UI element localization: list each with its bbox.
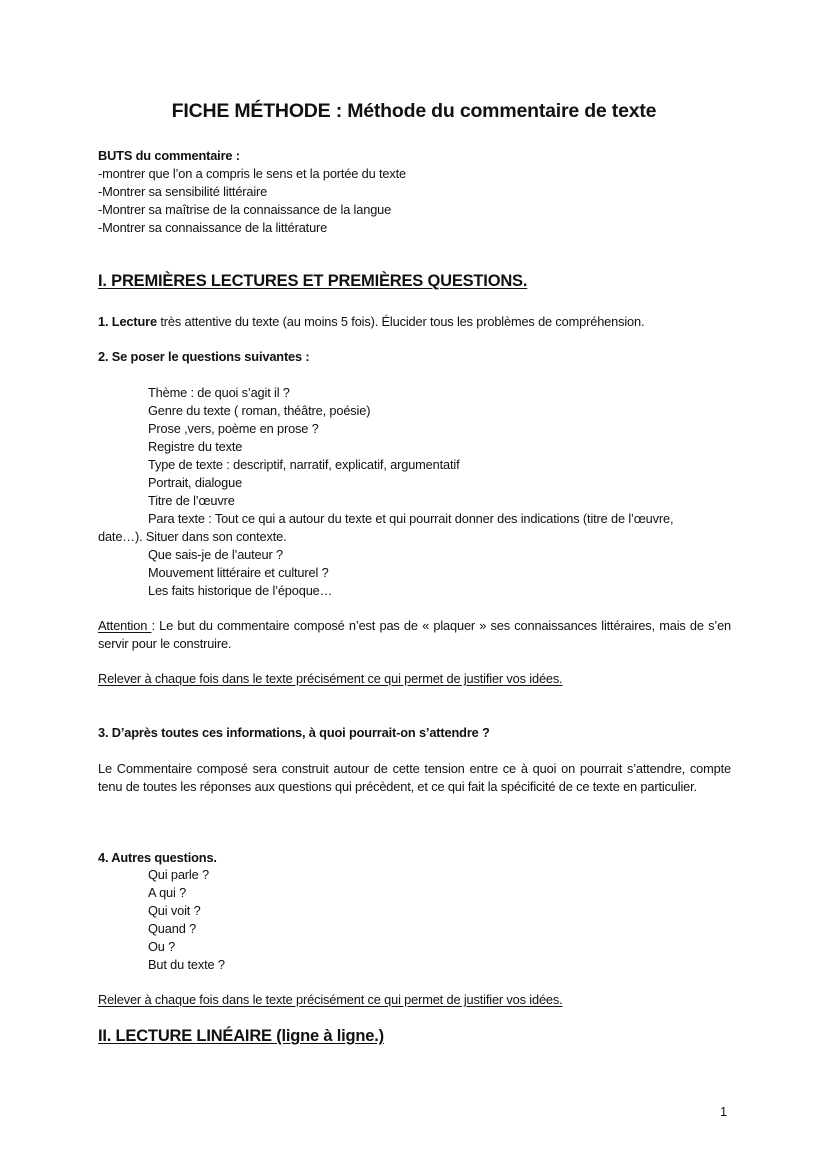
step-3-text: Le Commentaire composé sera construit autour de cette tension entre ce à quoi on pourrait s’attendre, compte tenu de toutes les réponses aux questions qui précèdent, et ce qui fait la spécificité de ce texte en particulier. [98,761,731,794]
buts-item: -Montrer sa sensibilité littéraire [98,184,268,199]
relever-note-1: Relever à chaque fois dans le texte précisément ce qui permet de justifier vos idées. [98,671,563,686]
para-texte-line-1: Para texte : Tout ce qui a autour du texte et qui pourrait donner des indications (titre de l’œuvre, [148,511,674,526]
question-item: Registre du texte [148,439,243,454]
step-3-label: 3. D’après toutes ces informations, à quoi pourrait-on s’attendre ? [98,725,490,740]
page-title: FICHE MÉTHODE : Méthode du commentaire de texte [171,100,657,122]
question-item: Les faits historique de l’époque… [148,583,333,598]
question-item: Type de texte : descriptif, narratif, explicatif, argumentatif [148,457,460,472]
question-item: Ou ? [148,939,176,954]
question-item: Que sais-je de l’auteur ? [148,547,283,562]
buts-list [98,165,406,237]
question-item: Titre de l’œuvre [148,493,235,508]
step-4-questions [148,866,225,974]
step-1-text: très attentive du texte (au moins 5 fois). Élucider tous les problèmes de compréhension. [156,314,645,329]
relever-note-2: Relever à chaque fois dans le texte précisément ce qui permet de justifier vos idées. [98,992,563,1007]
question-item: Mouvement littéraire et culturel ? [148,565,329,580]
step-2-questions [148,384,460,510]
attention-note [98,617,731,653]
attention-label: Attention [98,618,152,633]
buts-heading: BUTS du commentaire : [98,148,240,163]
question-item: Thème : de quoi s’agit il ? [148,385,290,400]
question-item: A qui ? [148,885,187,900]
question-item: Prose ,vers, poème en prose ? [148,421,319,436]
question-item: Genre du texte ( roman, théâtre, poésie) [148,403,371,418]
question-item: Qui parle ? [148,867,209,882]
question-item: Quand ? [148,921,197,936]
para-texte-line-2: date…). Situer dans son contexte. [98,529,287,544]
step-1-label: 1. Lecture [98,314,157,329]
buts-item: -montrer que l’on a compris le sens et la portée du texte [98,166,406,181]
buts-item: -Montrer sa maîtrise de la connaissance de la langue [98,202,392,217]
question-item: Portrait, dialogue [148,475,243,490]
section-2-heading: II. LECTURE LINÉAIRE (ligne à ligne.) [98,1027,384,1045]
step-2-questions-after [148,546,332,600]
buts-item: -Montrer sa connaissance de la littérature [98,220,328,235]
step-2-label: 2. Se poser le questions suivantes : [98,349,310,364]
step-4-label: 4. Autres questions. [98,850,217,865]
attention-text: : Le but du commentaire composé n’est pas de « plaquer » ses connaissances littéraires, mais de s’en servir pour le construire. [98,618,731,651]
step-1 [98,313,644,331]
section-1-heading: I. PREMIÈRES LECTURES ET PREMIÈRES QUESTIONS. [98,272,528,290]
question-item: Qui voit ? [148,903,201,918]
page-number: 1 [720,1104,728,1119]
question-item: But du texte ? [148,957,225,972]
